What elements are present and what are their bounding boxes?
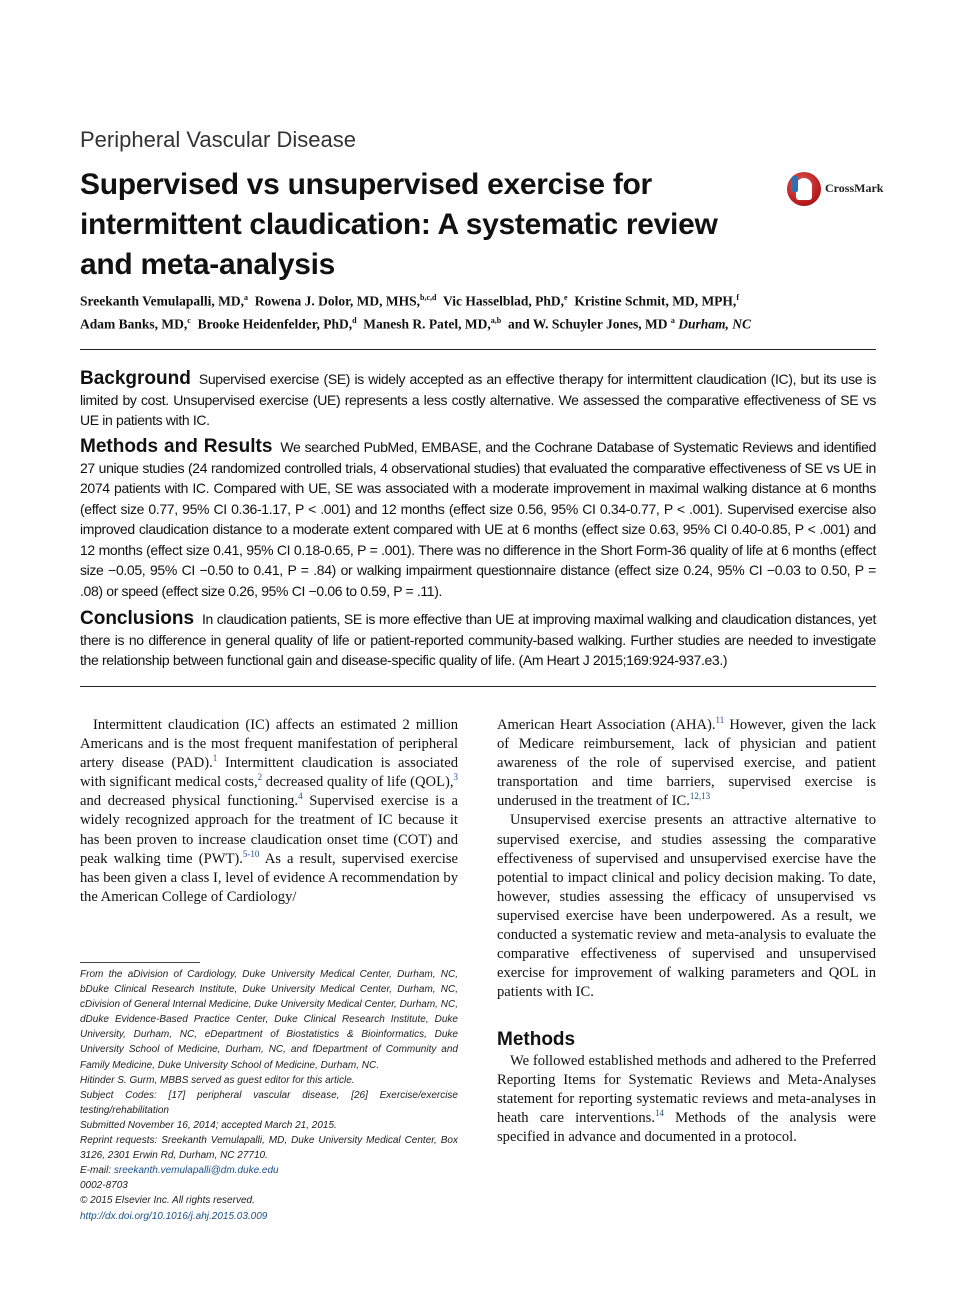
- footnote-divider: [80, 962, 200, 963]
- abstract-heading: Background: [80, 368, 191, 389]
- body-right-column: [497, 716, 876, 1147]
- reprint-requests: Reprint requests: Sreekanth Vemulapalli, MD, Duke University Medical Center, Box 3126, 2301 Erwin Rd, Durham, NC 27710.: [80, 1135, 458, 1162]
- doi-link[interactable]: http://dx.doi.org/10.1016/j.ahj.2015.03.009: [80, 1210, 268, 1222]
- citation-link[interactable]: 2: [257, 772, 263, 783]
- citation-link[interactable]: 11: [715, 715, 725, 726]
- author: Vic Hasselblad, PhD,: [443, 293, 565, 309]
- crossmark-badge[interactable]: [787, 172, 882, 208]
- author: Rowena J. Dolor, MD, MHS,: [254, 293, 421, 309]
- citation-link[interactable]: 5-10: [242, 848, 260, 859]
- paragraph: Intermittent claudication (IC) affects an estimated 2 million Americans and is the most frequent manifestation of peripheral artery disease (PAD).$^1$ Intermittent claudication is associated with significant medical costs,$^2$ decreased quality of life (QOL),$^3$ and decreased physical functioning.$^4$ Supervised exercise is a widely recognized approach for the treatment of IC because it has been proven to increase claudication onset time (COT) and peak walking time (PWT).$^{5-10}$ As a result, supervised exercise has been given a class I, level of evidence A recommendation by the American College of Cardiology/: [80, 717, 458, 905]
- citation-link[interactable]: 14: [654, 1107, 664, 1118]
- body-left-column: [80, 716, 458, 907]
- submission-dates: Submitted November 16, 2014; accepted March 21, 2015.: [80, 1119, 337, 1131]
- article-title: Supervised vs unsupervised exercise for intermittent claudication: A systematic review and meta-analysis: [80, 168, 718, 281]
- author: Manesh R. Patel, MD,: [363, 316, 491, 331]
- issn: 0002-8703: [80, 1180, 128, 1192]
- section-label: Peripheral Vascular Disease: [80, 127, 356, 152]
- abstract-heading: Conclusions: [80, 608, 195, 629]
- author: Sreekanth Vemulapalli, MD,: [80, 293, 245, 309]
- guest-editor-note: Hitinder S. Gurm, MBBS served as guest editor for this article.: [80, 1074, 355, 1086]
- divider: [80, 349, 876, 350]
- abstract-conclusions: Conclusions In claudication patients, SE is more effective than UE at improving maximal walking and claudication distances, yet there is no difference in general quality of life or patient-reported community-based walking. Further studies are needed to investigate the relationship between functional gain and disease-specific quality of life. (Am Heart J 2015;169:924-937.e3.): [80, 608, 876, 668]
- subject-codes: Subject Codes: [17] peripheral vascular disease, [26] Exercise/exercise testing/rehabilitation: [80, 1089, 458, 1116]
- paragraph: American Heart Association (AHA).$^{11}$ However, given the lack of Medicare reimbursement, lack of physician and patient awareness of the role of supervised exercise, and patient transportation and time barriers, supervised exercise is underused in the treatment of IC.$^{12,13}$: [497, 715, 877, 810]
- abstract-methods: Methods and Results We searched PubMed, EMBASE, and the Cochrane Database of Systematic Reviews and identified 27 unique studies (24 randomized controlled trials, 4 observational studies) that evaluated the comparative effectiveness of SE vs UE in 2074 patients with IC. Compared with UE, SE was associated with a moderate improvement in maximal walking distance at 6 months (effect size 0.77, 95% CI 0.36-1.17, P < .001) and 12 months (effect size 0.56, 95% CI 0.34-0.77, P < .001). Supervised exercise also improved claudication distance to a moderate extent compared with UE at 6 months (effect size 0.63, 95% CI 0.40-0.85, P < .001) and 12 months (effect size 0.41, 95% CI 0.18-0.65, P = .001). There was no difference in the Short Form-36 quality of life at 6 months (effect size −0.05, 95% CI −0.50 to 0.41, P = .84) or walking impairment questionnaire distance (effect size 0.24, 95% CI −0.03 to 0.50, P = .08) or speed (effect size 0.26, 95% CI −0.06 to 0.59, P = .11).: [80, 436, 877, 599]
- author: Brooke Heidenfelder, PhD,: [197, 316, 353, 331]
- crossmark-icon: [787, 172, 821, 206]
- author: and W. Schuyler Jones, MD: [507, 316, 668, 331]
- copyright: © 2015 Elsevier Inc. All rights reserved.: [80, 1195, 255, 1207]
- email-link[interactable]: sreekanth.vemulapalli@dm.duke.edu: [113, 1165, 279, 1177]
- affiliations: From the aDivision of Cardiology, Duke University Medical Center, Durham, NC, bDuke Clinical Research Institute, Duke University Medical Center, Durham, NC, cDivision of General Internal Medicine, Duke University Medical Center, Durham, NC, dDuke Evidence-Based Practice Center, Duke Clinical Research Institute, Duke University, Durham, NC, eDepartment of Biostatistics & Bioinformatics, Duke University School of Medicine, Durham, NC, and fDepartment of Community and Family Medicine, Duke University School of Medicine, Durham, NC.: [80, 969, 458, 1071]
- section-heading-methods: Methods: [497, 1029, 576, 1051]
- citation-link[interactable]: 12,13: [689, 791, 711, 802]
- paragraph: Unsupervised exercise presents an attractive alternative to supervised exercise, and studies assessing the comparative effectiveness of supervised and unsupervised exercise have the potential to impact clinical and policy decision making. To date, however, studies assessing the efficacy of unsupervised vs supervised exercise have been underpowered. As a result, we conducted a systematic review and meta-analysis to evaluate the comparative effectiveness of supervised and unsupervised exercise for improvement of walking parameters and QOL in patients with IC.: [497, 812, 876, 1001]
- crossmark-label: CrossMark: [825, 181, 884, 195]
- email-line: E-mail: sreekanth.vemulapalli@dm.duke.edu: [80, 1165, 279, 1177]
- citation-link[interactable]: 1: [212, 753, 218, 764]
- citation-link[interactable]: 4: [298, 791, 303, 802]
- author: Adam Banks, MD,: [80, 316, 188, 331]
- footnotes: [80, 967, 458, 1224]
- author-location: Durham, NC: [678, 316, 752, 331]
- author-list: Sreekanth Vemulapalli, MD,$^a$ Rowena J. Dolor, MD, MHS,$^{b,c,d}$ Vic Hasselblad, PhD,$^e$ Kristine Schmit, MD, MPH,$^f$ Adam Banks, MD,$^c$ Brooke Heidenfelder, PhD,$^d$ Manesh R. Patel, MD,$^{a,b}$ and W. Schuyler Jones, MD $^a$ Durham, NC: [80, 293, 752, 331]
- citation-link[interactable]: 3: [453, 772, 458, 783]
- divider: [80, 686, 876, 687]
- abstract-background: Background Supervised exercise (SE) is widely accepted as an effective therapy for intermittent claudication (IC), but its use is limited by cost. Unsupervised exercise (UE) represents a less costly alternative. We assessed the comparative effectiveness of SE vs UE in patients with IC.: [80, 368, 876, 428]
- paragraph: We followed established methods and adhered to the Preferred Reporting Items for Systematic Reviews and Meta-Analyses statement for reporting systematic reviews and meta-analyses in heath care interventions.$^{14}$ Methods of the analysis were specified in advance and documented in a protocol.: [497, 1052, 876, 1145]
- abstract-heading: Methods and Results: [80, 436, 273, 457]
- author: Kristine Schmit, MD, MPH,: [574, 293, 737, 309]
